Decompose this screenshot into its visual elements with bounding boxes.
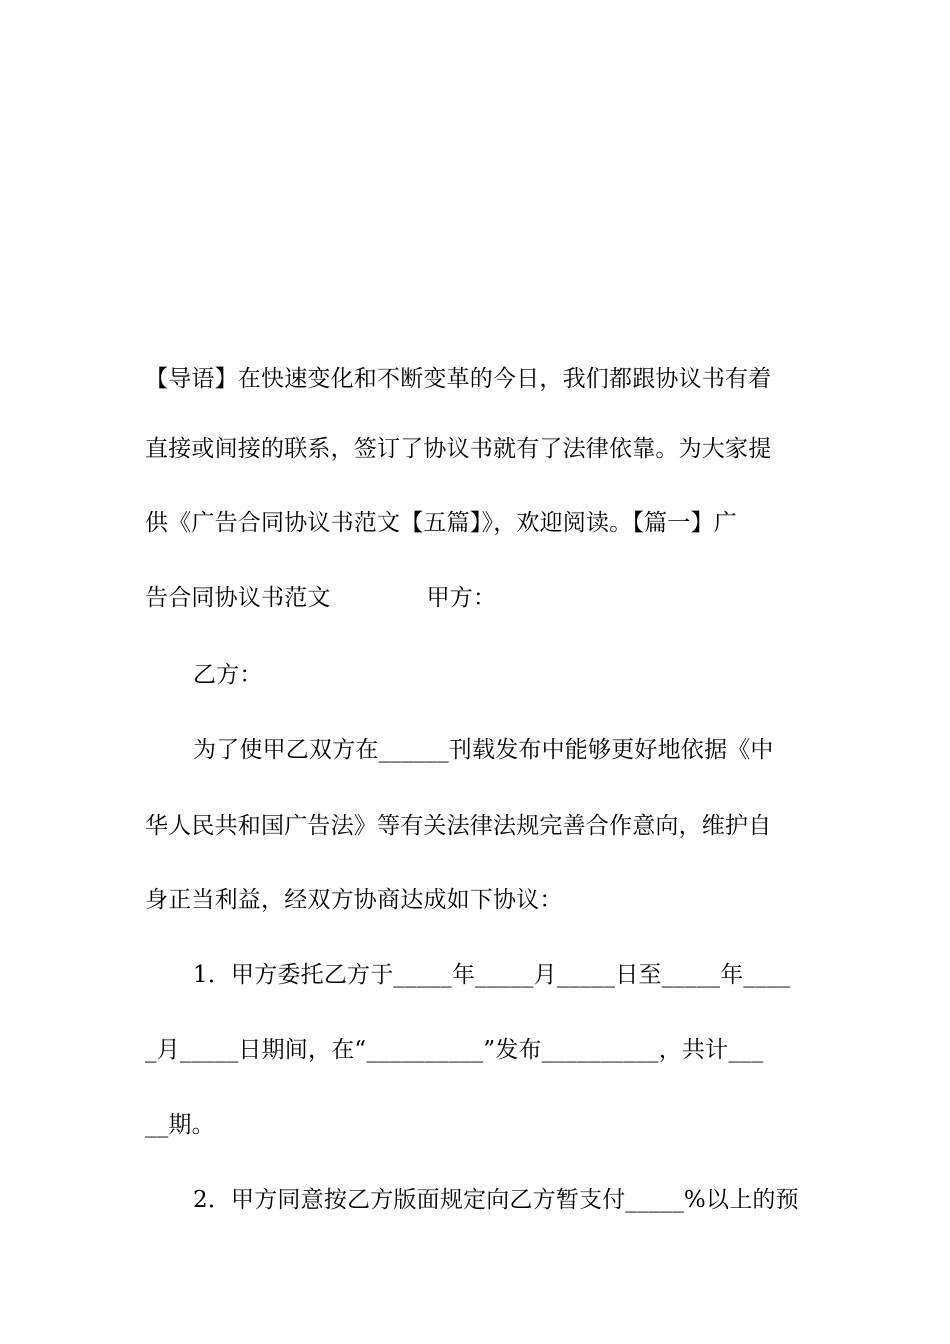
paragraph-line: 供《广告合同协议书范文【五篇】》，欢迎阅读。【篇一】广 [145, 510, 737, 536]
clause-line: 2．甲方同意按乙方版面规定向乙方暂支付_____%以上的预 [193, 1187, 799, 1213]
title-line [145, 583, 815, 613]
clause-line: _月_____日期间，在“__________”发布__________，共计___ [145, 1037, 764, 1063]
party-b-label: 乙方： [193, 662, 263, 688]
paragraph-line: 为了使甲乙双方在______刊载发布中能够更好地依据《中 [193, 737, 774, 763]
paragraph-line: 直接或间接的联系，签订了协议书就有了法律依靠。为大家提 [145, 436, 772, 462]
paragraph-line: 身正当利益，经双方协商达成如下协议： [145, 887, 563, 913]
paragraph-line: 【导语】在快速变化和不断变革的今日，我们都跟协议书有着 [145, 366, 772, 392]
contract-title: 告合同协议书范文 [145, 585, 331, 611]
clause-line: 1．甲方委托乙方于_____年_____月_____日至_____年____ [193, 962, 791, 988]
party-a-label: 甲方： [426, 585, 497, 611]
clause-line: __期。 [145, 1112, 215, 1138]
paragraph-line: 华人民共和国广告法》等有关法律法规完善合作意向，维护自 [145, 813, 772, 839]
